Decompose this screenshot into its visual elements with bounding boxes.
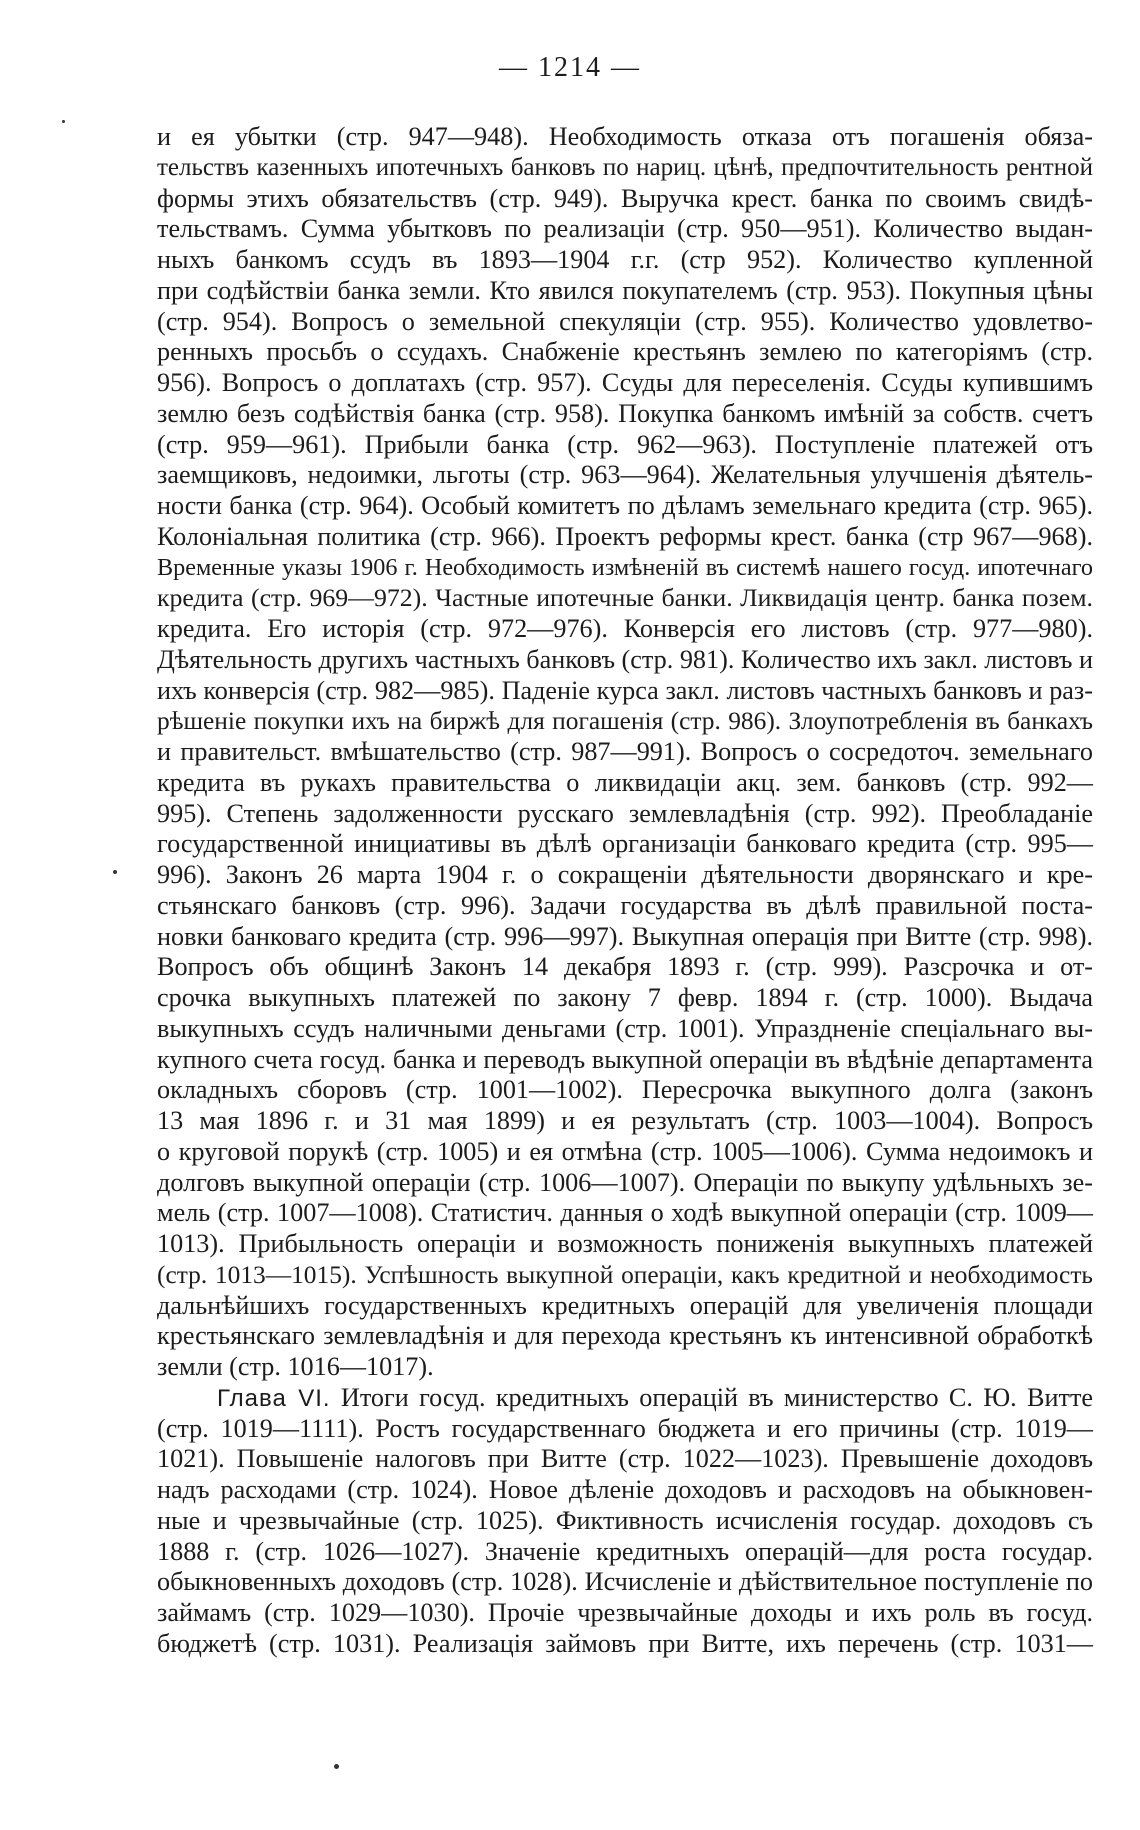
text-line: мель (стр. 1007—1008). Статистич. данныя о ходѣ выкупной операціи (стр. 1009— [157,1198,1093,1228]
ink-speck [62,120,65,123]
text-line: 1021). Повышеніе налоговъ при Витте (стр. 1022—1023). Превышеніе доходовъ [157,1444,1093,1474]
text-line: обыкновенныхъ доходовъ (стр. 1028). Исчисленіе и дѣйствительное поступленіе по [157,1567,1093,1597]
text-line: кредита (стр. 969—972). Частные ипотечные банки. Ликвидація центр. банка позем. [157,583,1093,613]
text-line: ные и чрезвычайные (стр. 1025). Фиктивность исчисленія государ. доходовъ съ [157,1505,1093,1535]
chapter-paragraph [157,1383,1093,1660]
text-block [157,122,1093,1660]
chapter-title: Итоги госуд. кредитныхъ операцій въ министерство С. Ю. Витте [340,1382,1094,1412]
text-line: 995). Степень задолженности русскаго землевладѣнія (стр. 992). Преобладаніе [157,798,1093,828]
text-line: окладныхъ сборовъ (стр. 1001—1002). Пересрочка выкупного долга (законъ [157,1075,1093,1105]
text-line: дальнѣйшихъ государственныхъ кредитныхъ операцій для увеличенія площади [157,1290,1093,1320]
text-line: срочка выкупныхъ платежей по закону 7 февр. 1894 г. (стр. 1000). Выдача [157,983,1093,1012]
ink-speck [334,1764,339,1769]
text-line: о круговой порукѣ (стр. 1005) и ея отмѣна (стр. 1005—1006). Сумма недоимокъ и [157,1136,1093,1166]
text-line: стьянскаго банковъ (стр. 996). Задачи государства въ дѣлѣ правильной поста- [157,890,1093,920]
text-line: кредита. Его исторія (стр. 972—976). Конверсія его листовъ (стр. 977—980). [157,614,1093,643]
text-line: долговъ выкупной операціи (стр. 1006—1007). Операціи по выкупу удѣльныхъ зе- [157,1167,1093,1197]
text-line: крестьянскаго землевладѣнія и для перехода крестьянъ къ интенсивной обработкѣ [157,1321,1093,1351]
text-line: новки банковаго кредита (стр. 996—997). Выкупная операція при Витте (стр. 998). [157,921,1093,951]
text-line: Колоніальная политика (стр. 966). Проектъ реформы крест. банка (стр 967—968). [157,521,1093,551]
text-line: и ея убытки (стр. 947—948). Необходимость отказа отъ погашенія обяза- [157,122,1093,151]
text-line: ности банка (стр. 964). Особый комитетъ по дѣламъ земельнаго кредита (стр. 965). [157,491,1093,520]
text-line: 956). Вопросъ о доплатахъ (стр. 957). Ссуды для переселенія. Ссуды купившимъ [157,368,1093,397]
text-line: бюджетѣ (стр. 1031). Реализація займовъ при Витте, ихъ перечень (стр. 1031— [157,1628,1093,1658]
text-line: надъ расходами (стр. 1024). Новое дѣленіе доходовъ и расходовъ на обыкновен- [157,1475,1093,1504]
chapter-label: Глава VI. [217,1384,331,1412]
text-line: (стр. 1013—1015). Успѣшность выкупной операціи, какъ кредитной и необходимость [157,1260,1093,1289]
text-line: ренныхъ просьбъ о ссудахъ. Снабженіе крестьянъ землею по категоріямъ (стр. [157,337,1093,367]
text-line: купного счета госуд. банка и переводъ выкупной операціи въ вѣдѣніе департамента [157,1044,1093,1074]
text-line: Вопросъ объ общинѣ Законъ 14 декабря 1893 г. (стр. 999). Разсрочка и от- [157,952,1093,982]
text-line: 1888 г. (стр. 1026—1027). Значеніе кредитныхъ операцій—для роста государ. [157,1536,1093,1566]
text-line: землю безъ содѣйствія банка (стр. 958). Покупка банкомъ имѣній за собств. счетъ [157,398,1093,428]
text-line: формы этихъ обязательствъ (стр. 949). Выручка крест. банка по своимъ свидѣ- [157,183,1093,213]
text-line: заемщиковъ, недоимки, льготы (стр. 963—964). Желательныя улучшенія дѣятель- [157,460,1093,490]
text-line: 13 мая 1896 г. и 31 мая 1899) и ея результатъ (стр. 1003—1004). Вопросъ [157,1106,1093,1135]
text-line: Дѣятельность другихъ частныхъ банковъ (стр. 981). Количество ихъ закл. листовъ и [157,644,1094,674]
text-line: тельствамъ. Сумма убытковъ по реализаціи (стр. 950—951). Количество выдан- [157,214,1093,244]
text-line: займамъ (стр. 1029—1030). Прочіе чрезвычайные доходы и ихъ роль въ госуд. [157,1598,1093,1627]
text-line: 1013). Прибыльность операціи и возможность пониженія выкупныхъ платежей [157,1229,1093,1258]
text-line: кредита въ рукахъ правительства о ликвидаціи акц. зем. банковъ (стр. 992— [157,767,1093,797]
text-line: и правительст. вмѣшательство (стр. 987—991). Вопросъ о сосредоточ. земельнаго [157,737,1093,766]
text-line: (стр. 1019—1111). Ростъ государственнаго бюджета и его причины (стр. 1019— [157,1413,1093,1443]
text-line: тельствъ казенныхъ ипотечныхъ банковъ по нариц. цѣнѣ, предпочтительность рентной [157,153,1093,181]
text-line: (стр. 954). Вопросъ о земельной спекуляціи (стр. 955). Количество удовлетво- [157,306,1093,336]
text-line: 996). Законъ 26 марта 1904 г. о сокращеніи дѣятельности дворянскаго и кре- [157,860,1093,889]
text-line: государственной инициативы въ дѣлѣ организаціи банковаго кредита (стр. 995— [157,829,1093,859]
chapter-first-line [157,1383,1093,1414]
text-line: земли (стр. 1016—1017). [157,1352,434,1381]
text-line: выкупныхъ ссудъ наличными деньгами (стр. 1001). Упраздненіе спеціальнаго вы- [157,1013,1093,1043]
text-line: (стр. 959—961). Прибыли банка (стр. 962—963). Поступленіе платежей отъ [157,429,1093,459]
text-line: Временные указы 1906 г. Необходимость измѣненій въ системѣ нашего госуд. ипотечнаго [157,553,1093,581]
paragraph [157,122,1093,1383]
text-line: ихъ конверсія (стр. 982—985). Паденіе курса закл. листовъ частныхъ банковъ и раз- [157,675,1093,705]
text-line: рѣшеніе покупки ихъ на биржѣ для погашенія (стр. 986). Злоупотребленія въ банкахъ [157,707,1093,736]
text-line: ныхъ банкомъ ссудъ въ 1893—1904 г.г. (стр 952). Количество купленной [157,245,1093,274]
text-line: при содѣйствіи банка земли. Кто явился покупателемъ (стр. 953). Покупныя цѣны [157,275,1093,305]
ink-speck [113,870,117,874]
page-number: — 1214 — [499,52,641,83]
